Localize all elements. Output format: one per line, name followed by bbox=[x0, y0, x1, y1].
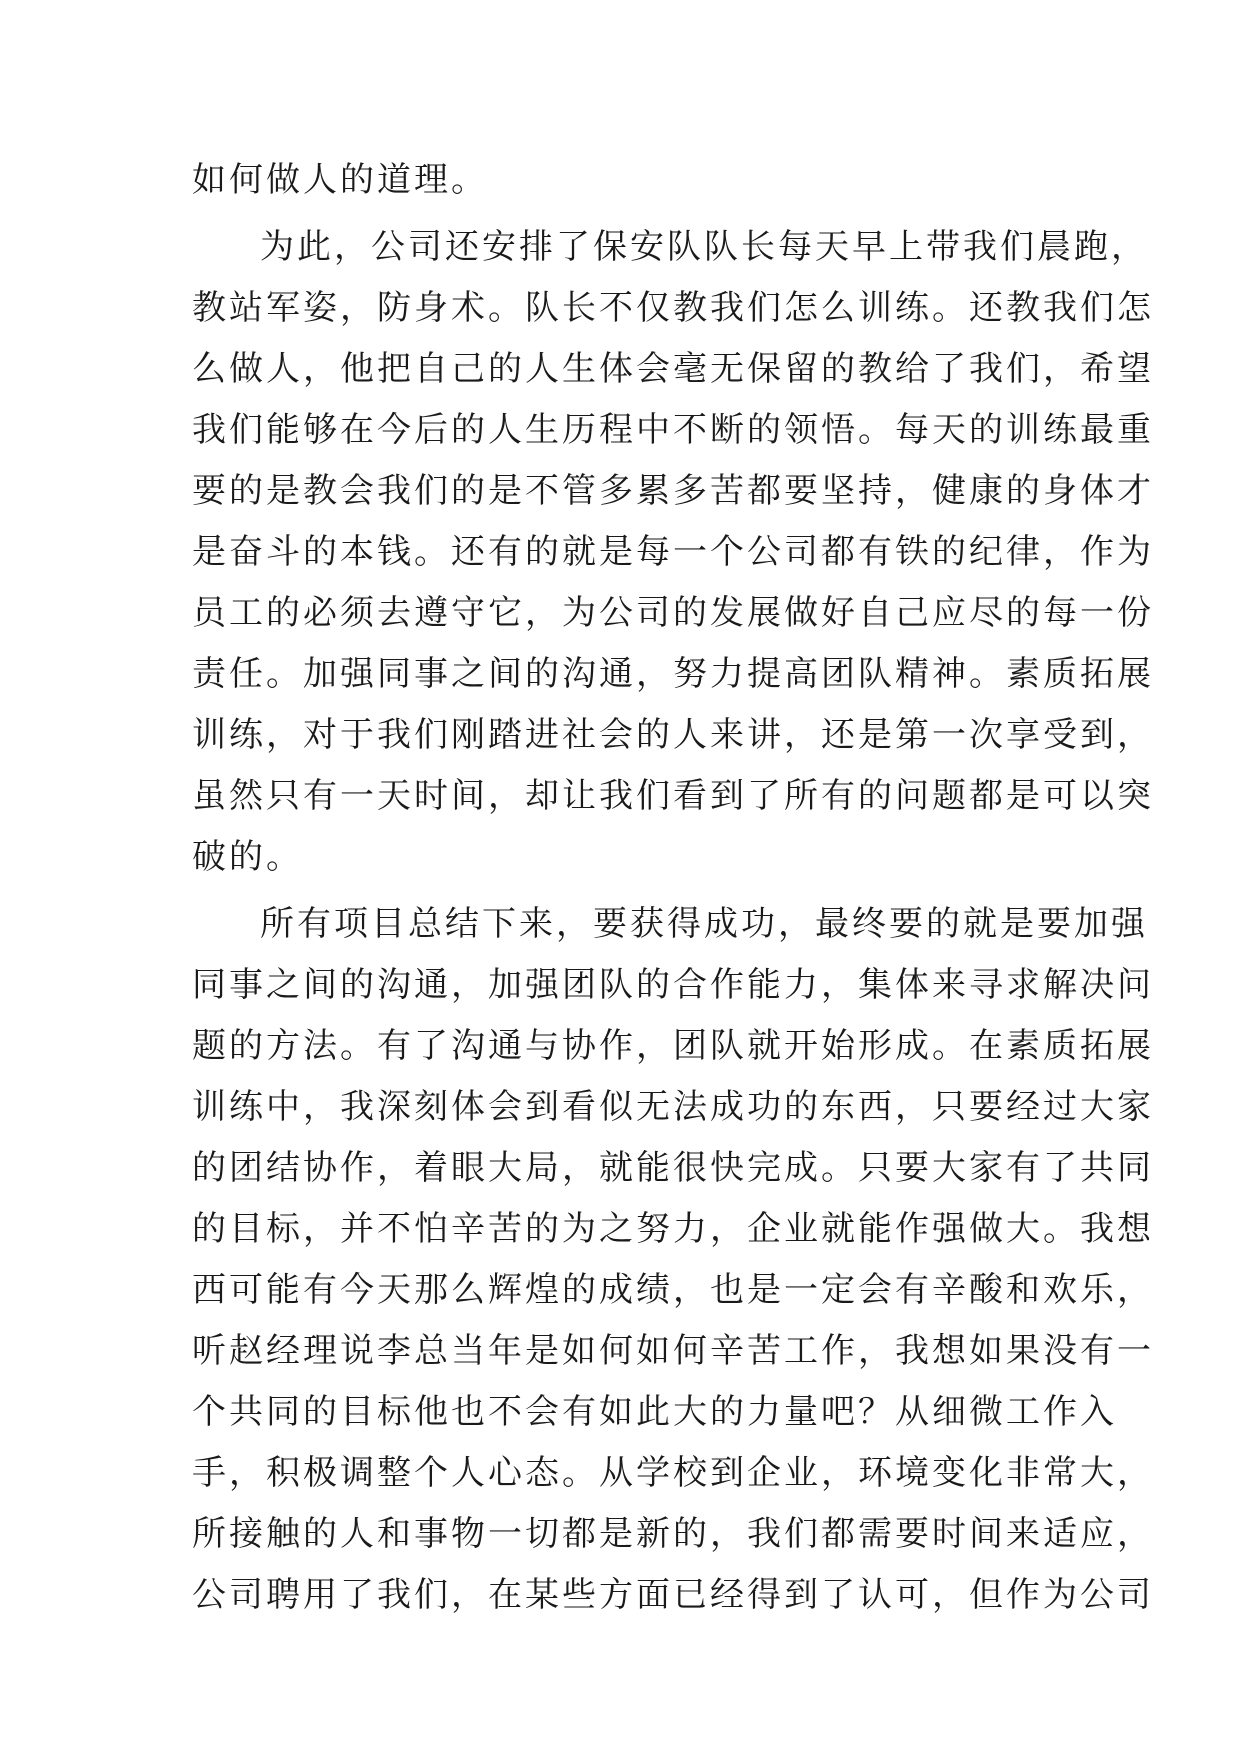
text-line: 破的。 bbox=[192, 837, 303, 877]
text-line: 员工的必须去遵守它，为公司的发展做好自己应尽的每一份 bbox=[192, 593, 1154, 633]
paragraph bbox=[192, 894, 1154, 1626]
text-line: 所接触的人和事物一切都是新的，我们都需要时间来适应， bbox=[192, 1514, 1154, 1554]
text-line: 个共同的目标他也不会有如此大的力量吧？从细微工作入 bbox=[192, 1392, 1117, 1432]
text-line: 么做人，他把自己的人生体会毫无保留的教给了我们，希望 bbox=[192, 349, 1154, 389]
text-line: 训练中，我深刻体会到看似无法成功的东西，只要经过大家 bbox=[192, 1087, 1154, 1127]
text-line: 教站军姿，防身术。队长不仅教我们怎么训练。还教我们怎 bbox=[192, 288, 1154, 328]
text-line: 听赵经理说李总当年是如何如何辛苦工作，我想如果没有一 bbox=[192, 1331, 1154, 1371]
text-line: 要的是教会我们的是不管多累多苦都要坚持，健康的身体才 bbox=[192, 471, 1154, 511]
text-line: 的目标，并不怕辛苦的为之努力，企业就能作强做大。我想 bbox=[192, 1209, 1154, 1249]
text-line: 我们能够在今后的人生历程中不断的领悟。每天的训练最重 bbox=[192, 410, 1154, 450]
text-line: 如何做人的道理。 bbox=[192, 160, 488, 200]
text-line: 的团结协作，着眼大局，就能很快完成。只要大家有了共同 bbox=[192, 1148, 1154, 1188]
text-line: 手，积极调整个人心态。从学校到企业，环境变化非常大， bbox=[192, 1453, 1154, 1493]
text-line: 题的方法。有了沟通与协作，团队就开始形成。在素质拓展 bbox=[192, 1026, 1154, 1066]
text-line: 西可能有今天那么辉煌的成绩，也是一定会有辛酸和欢乐， bbox=[192, 1270, 1154, 1310]
paragraph bbox=[192, 217, 1154, 888]
paragraph bbox=[192, 150, 1072, 211]
text-line: 训练，对于我们刚踏进社会的人来讲，还是第一次享受到， bbox=[192, 715, 1154, 755]
text-line: 公司聘用了我们，在某些方面已经得到了认可，但作为公司 bbox=[192, 1575, 1154, 1615]
text-line: 责任。加强同事之间的沟通，努力提高团队精神。素质拓展 bbox=[192, 654, 1154, 694]
text-line: 同事之间的沟通，加强团队的合作能力，集体来寻求解决问 bbox=[192, 965, 1154, 1005]
text-line: 虽然只有一天时间，却让我们看到了所有的问题都是可以突 bbox=[192, 776, 1154, 816]
document-body bbox=[192, 150, 1154, 1626]
text-line: 是奋斗的本钱。还有的就是每一个公司都有铁的纪律，作为 bbox=[192, 532, 1154, 572]
text-line: 所有项目总结下来，要获得成功，最终要的就是要加强 bbox=[260, 904, 1148, 944]
text-line: 为此，公司还安排了保安队队长每天早上带我们晨跑， bbox=[260, 227, 1148, 267]
